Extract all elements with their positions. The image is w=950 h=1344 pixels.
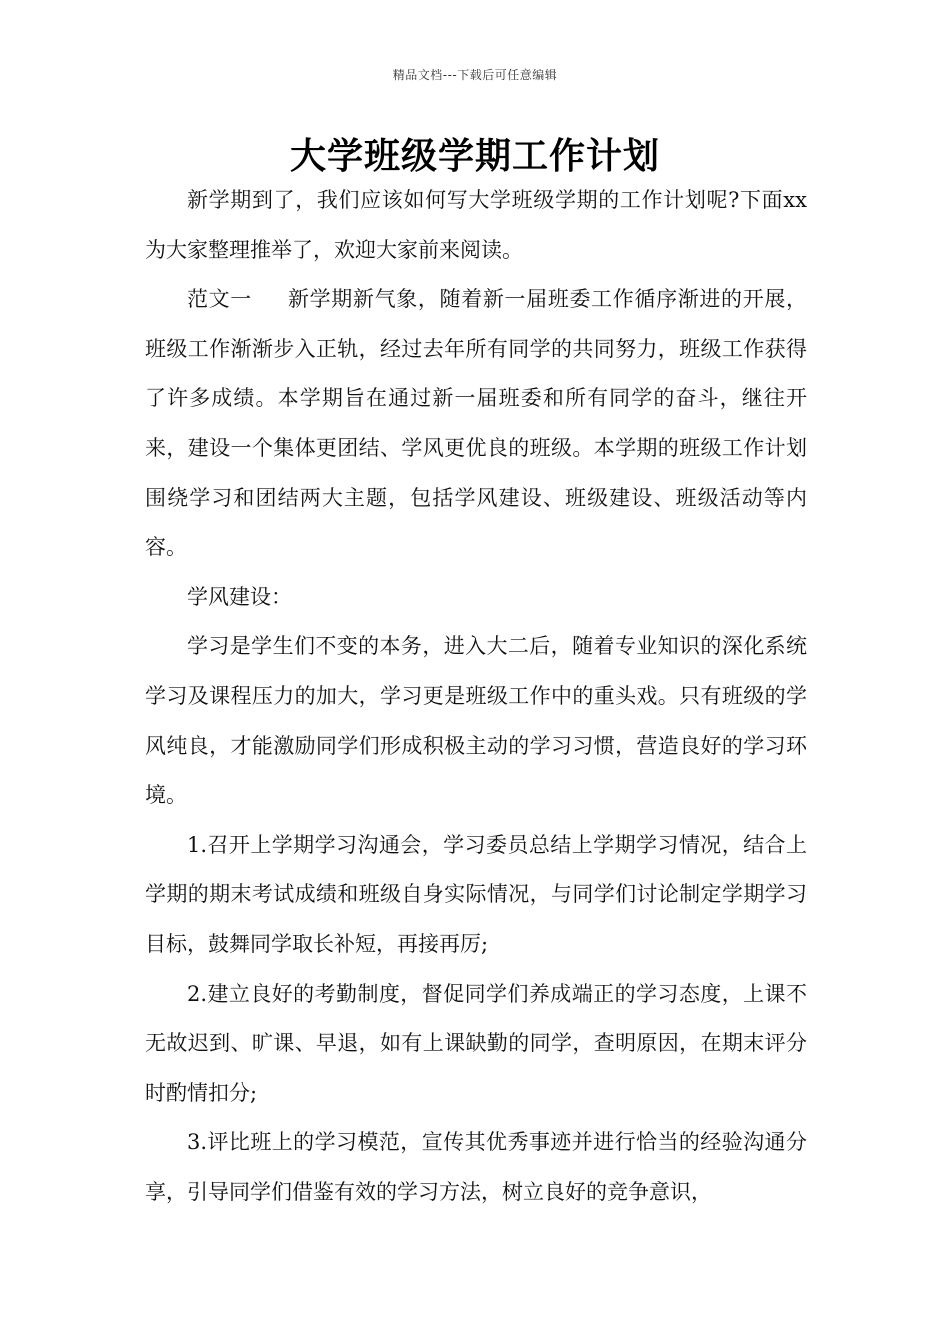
paragraph-sample-one xyxy=(145,275,807,573)
list-item-2 xyxy=(145,970,807,1119)
paragraph-text: 3.评比班上的学习模范，宣传其优秀事迹并进行恰当的经验沟通分享，引导同学们借鉴有效的学习方法，树立良好的竞争意识， xyxy=(145,1130,807,1204)
paragraph-text: 学风建设： xyxy=(187,584,292,609)
list-item-3 xyxy=(145,1118,807,1217)
paragraph-intro xyxy=(145,176,807,275)
page-header: 精品文档---下载后可任意编辑 xyxy=(392,68,558,82)
paragraph-text: 新学期新气象，随着新一届班委工作循序渐进的开展，班级工作渐渐步入正轨，经过去年所有同学的共同努力，班级工作获得了许多成绩。本学期旨在通过新一届班委和所有同学的奋斗，继往开来，建设一个集体更团结、学风更优良的班级。本学期的班级工作计划围绕学习和团结两大主题，包括学风建设、班级建设、班级活动等内容。 xyxy=(145,287,808,560)
paragraph-text: 新学期到了，我们应该如何写大学班级学期的工作计划呢?下面xx为大家整理推举了，欢迎大家前来阅读。 xyxy=(145,188,807,262)
list-item-1 xyxy=(145,821,807,970)
paragraph-study-intro xyxy=(145,622,807,820)
paragraph-lead: 范文一 xyxy=(187,287,252,312)
section-heading-study-style xyxy=(145,573,807,623)
paragraph-text: 2.建立良好的考勤制度，督促同学们养成端正的学习态度，上课不无故迟到、旷课、早退，如有上课缺勤的同学，查明原因，在期末评分时酌情扣分; xyxy=(145,981,807,1105)
paragraph-text: 学习是学生们不变的本务，进入大二后，随着专业知识的深化系统学习及课程压力的加大，学习更是班级工作中的重头戏。只有班级的学风纯良，才能激励同学们形成积极主动的学习习惯，营造良好的学习环境。 xyxy=(145,634,807,808)
document-body xyxy=(145,176,807,1217)
paragraph-text: 1.召开上学期学习沟通会，学习委员总结上学期学习情况，结合上学期的期末考试成绩和班级自身实际情况，与同学们讨论制定学期学习目标，鼓舞同学取长补短，再接再厉; xyxy=(145,832,807,956)
document-title: 大学班级学期工作计划 xyxy=(289,136,660,177)
